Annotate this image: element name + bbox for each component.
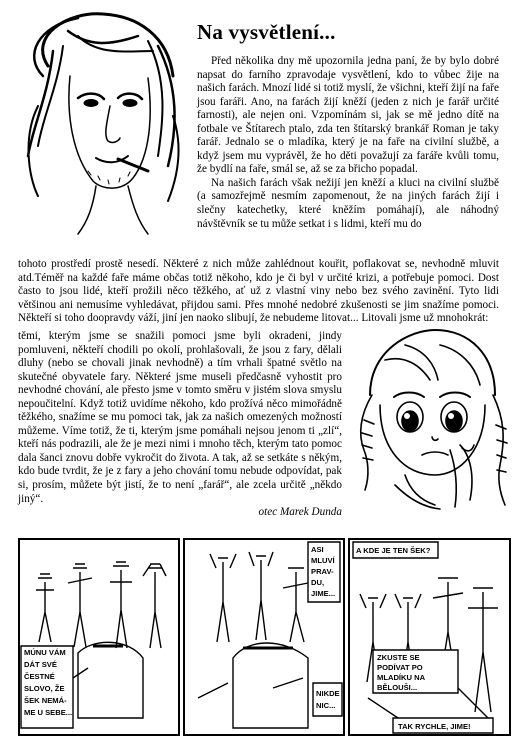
comic-strip bbox=[18, 538, 512, 738]
panel-2-figures bbox=[198, 552, 308, 728]
panel-2-bubble-bottom-line-2: NIC... bbox=[316, 701, 336, 710]
panel-1-bubble-line-2: DÁT SVÉ bbox=[24, 660, 57, 669]
panel-3-figures bbox=[360, 578, 498, 718]
sad-girl-illustration bbox=[350, 325, 510, 510]
article-column-left bbox=[18, 330, 342, 520]
paragraph-2-end: těmi, kterým jsme se snažili pomoci jsme byli okradeni, jindy pomluveni, někteří chodili po okolí, prohlašovali, že jsou z fary, dělali dluhy (nebo se chovali jinak nevhodně) a tím vrhali špatné světlo na skutečné obyvatele fary. Některé jsme museli předčasně vyhostit pro nevhodné chování, ale přesto jsme v tomto směru v jistém slova smyslu nepoučitelní. Když totiž uvidíme někoho, kdo prožívá něco mimořádně těžkého, snažíme se mu pomoci tak, jak za našich omezených možností můžeme. Víme totiž, že ti, kterým jsme pomáhali nejsou jenom ti „zlí“, kteří nás podrazili, ale že je mezi nimi i mnoho těch, kterým tato pomoc dala šanci znovu dobře vykročit do života. A tak, až se setkáte s někým, kdo bude tvrdit, že je z fary a jeho chování tomu nebude odpovídat, pak si, prosím, můžete být jistí, že to není „farář“, ale zcela určitě „někdo jiný“. bbox=[18, 330, 342, 505]
panel-3-bubble-mid-line-4: BĚLOUŠI... bbox=[377, 683, 418, 692]
panel-2-bubble-line-1: ASI bbox=[311, 545, 324, 554]
panel-1-bubble-line-1: MÚNU VÁM bbox=[24, 648, 66, 657]
panel-2-bubble-line-2: MLUVÍ bbox=[311, 556, 335, 565]
panel-1-bubble-line-3: ČESTNÉ bbox=[24, 672, 55, 681]
panel-3-bubble-mid-line-1: ZKUSTE SE bbox=[377, 653, 420, 662]
panel-3-bubble-top: A KDE JE TEN ŠEK? bbox=[356, 546, 431, 555]
panel-2-bubble-line-3: PRAV- bbox=[311, 567, 334, 576]
panel-2-bubble-line-5: JIME... bbox=[311, 589, 336, 598]
panel-2-speech-bubble-bottom bbox=[313, 683, 342, 716]
paragraph-2-middle: tohoto prostředí prostě nesedí. Některé z nich může zahlédnout kouřit, poflakovat se, nevhodně mluvit atd.Téměř na každé faře máme občas totiž někoho, kdo je či byl v určité krizi, a potřebuje pomoci. Dost často to jsou lidé, kteří prožili něco těžkého, ať už z vlastní viny nebo bez svého zavinění. Tyto lidi většinou ani nemusíme vyhledávat, přijdou sami. Přes mnohé nedobré zkušenosti se jim snažíme pomoci. Někteří si toho doopravdy váží, jiní jen naoko slibují, že nebudeme litovat... Litovali jsme už mnohokrát: bbox=[18, 258, 499, 325]
panel-3-bubble-mid-line-2: PODÍVAT PO bbox=[377, 663, 423, 672]
panel-3-bubble-bottom: TAK RYCHLE, JIME! bbox=[398, 722, 471, 731]
panel-1-bubble-line-6: ME U SEBE... bbox=[24, 708, 73, 717]
paragraph-1: Před několika dny mě upozornila jedna paní, že by bylo dobré napsat do farního zpravodaje vysvětlení, kdo to vůbec žije na našich farách. Mnozí lidé si totiž myslí, že všichni, kteří žijí na faře jsou faráři. Ano, na farách žijí kněží (jeden z nich je farář určité farnosti), ale nejen oni. Vzpomínám si, jak se mě jedno dítě na fotbale ve Štítarech ptalo, zda ten štítarský brankář Roman je taky farář. Jednalo se o mladíka, který je na faře na civilní službě, a když jsem mu vyprávěl, že ho děti považují za faráře kvůli tomu, že bydlí na faře, smál se, až se za břicho popadal. bbox=[197, 55, 499, 176]
panel-1-bubble-line-5: ŠEK NEMÁ- bbox=[24, 696, 67, 705]
panel-2-bubble-bottom-line-1: NIKDE bbox=[316, 689, 340, 698]
article-column-top bbox=[197, 55, 499, 231]
paragraph-2-start: Na našich farách však nežijí jen kněží a kluci na civilní službě (a samozřejmě nesmím zapomenout, že na jiných farách žijí i slečny katechetky, které kněžím pomáhají), ale náhodný návštěvník se tu může setkat i s lidmi, kteří mu do bbox=[197, 176, 499, 230]
portrait-illustration bbox=[8, 6, 188, 236]
article-title: Na vysvětlení... bbox=[197, 20, 336, 44]
article-column-full bbox=[18, 258, 499, 326]
author-signature: otec Marek Dunda bbox=[258, 506, 342, 519]
panel-3-bubble-mid-line-3: MLADÍKU NA bbox=[377, 673, 426, 682]
panel-2-bubble-line-4: DU, bbox=[311, 578, 325, 587]
panel-1-bubble-line-4: SLOVO, ŽE bbox=[24, 684, 65, 693]
